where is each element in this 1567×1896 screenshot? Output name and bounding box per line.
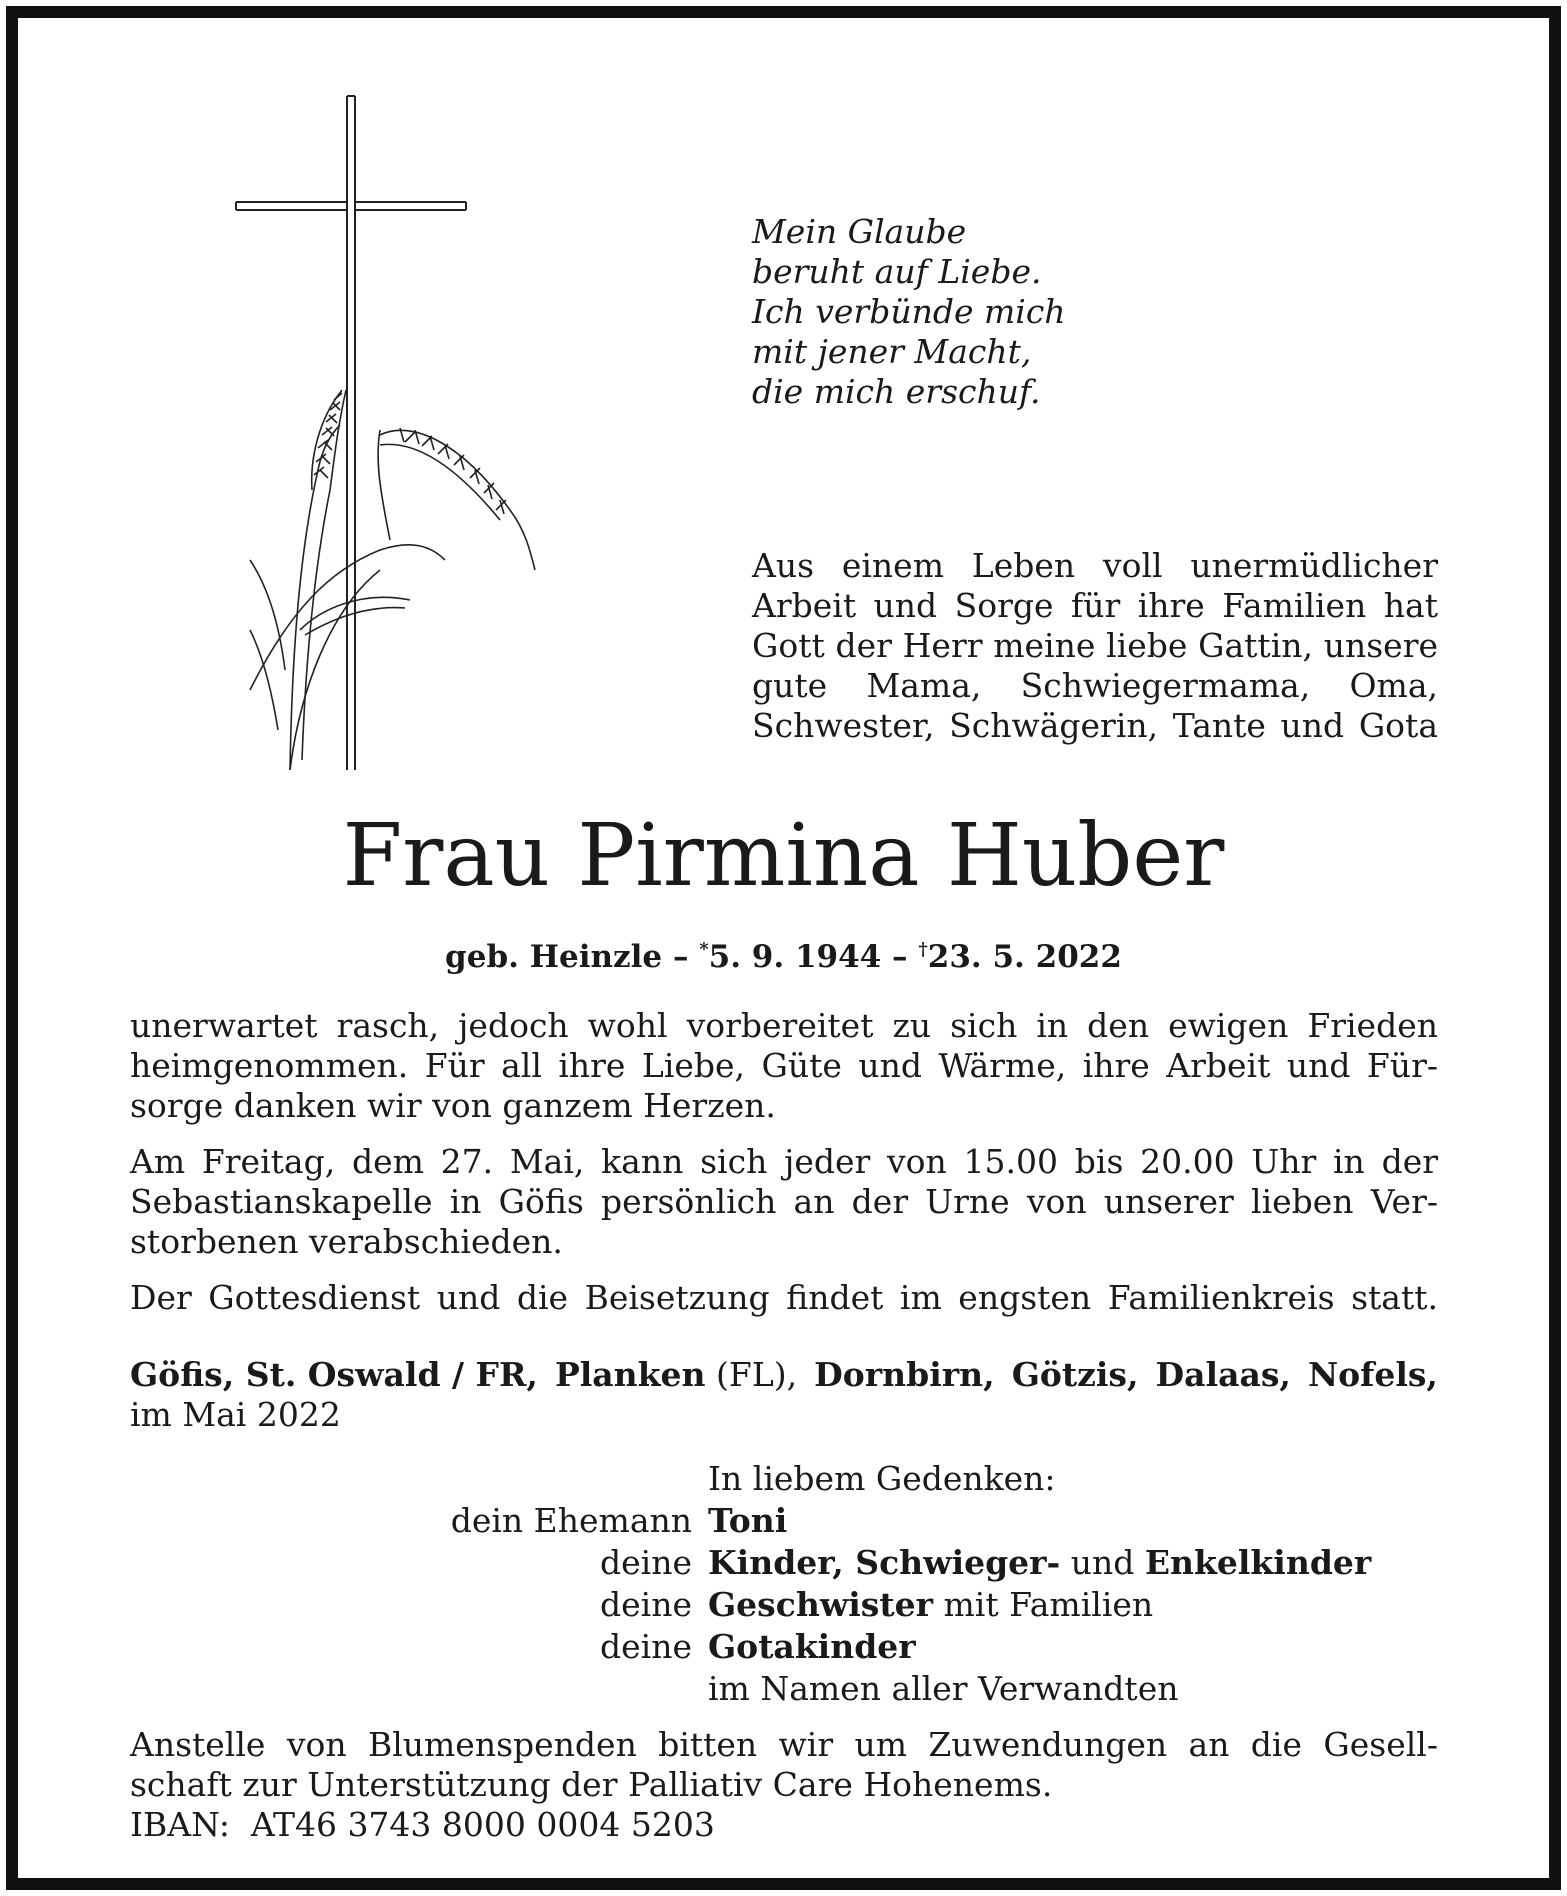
text-line: heimgenommen. Für all ihre Liebe, Güte und Wärme, ihre Arbeit und Für- [130,1046,1438,1085]
iban-label: IBAN: [130,1805,230,1844]
mourner-plain: mit Familien [933,1585,1154,1624]
motto-verse [752,212,1066,412]
motto-line: Mein Glaube [752,212,967,251]
paragraph-service [130,1278,1438,1318]
cross-wheat-illustration [230,90,570,780]
mourner-bold: Gotakinder [708,1627,916,1666]
mourner-row [130,1542,1438,1584]
mourner-names [708,1500,1438,1542]
mourner-relation: deine [600,1585,692,1624]
place: Planken [554,1355,706,1394]
mourners-closing: im Namen aller Verwandten [708,1669,1179,1708]
mourner-relation: deine [600,1543,692,1582]
paragraph-farewell [130,1142,1438,1262]
text-line: schaft zur Unterstützung der Palliativ Care Hohenems. [130,1765,1053,1804]
place: Dornbirn, [814,1355,995,1394]
motto-line: die mich erschuf. [752,372,1041,411]
mourner-bold: Toni [708,1501,788,1540]
mourner-names [708,1542,1438,1584]
mourner-row [130,1584,1438,1626]
place-group [555,1355,797,1395]
text-line: storbenen verabschieden. [130,1222,563,1261]
mourner-relation: deine [600,1627,692,1666]
donation-block [130,1725,1438,1845]
intro-line: Schwester, Schwägerin, Tante und Gota [752,706,1438,745]
motto-line: mit jener Macht, [752,332,1032,371]
separator: – [892,939,908,975]
mourners-closing-row [130,1668,1438,1710]
place: Dalaas, [1155,1355,1291,1394]
intro-line: Arbeit und Sorge für ihre Familien hat [752,586,1438,625]
intro-line: gute Mama, Schwiegermama, Oma, [752,666,1438,705]
places-line [130,1355,1438,1395]
mourner-bold: Enkelkinder [1144,1543,1372,1582]
place: Nofels, [1307,1355,1438,1394]
died-symbol: † [918,939,928,960]
death-date: 23. 5. 2022 [927,939,1122,975]
text-line: Am Freitag, dem 27. Mai, kann sich jeder von 15.00 bis 20.00 Uhr in der [130,1142,1438,1181]
intro-line: Gott der Herr meine liebe Gattin, unsere [752,626,1438,665]
paragraph-thanks [130,1006,1438,1126]
maiden-name: geb. Heinzle [445,939,663,975]
birth-date: 5. 9. 1944 [708,939,882,975]
motto-line: Ich verbünde mich [752,292,1066,331]
life-dates [0,930,1567,977]
notice-date: im Mai 2022 [130,1395,341,1434]
mourner-plain: und [1060,1543,1145,1582]
iban-line [130,1805,1438,1845]
mourners-heading-row [130,1458,1438,1500]
mourner-bold: Geschwister [708,1585,933,1624]
iban-number: AT46 3743 8000 0004 5203 [250,1805,715,1844]
place: Götzis, [1011,1355,1139,1394]
separator: – [672,939,689,975]
places-block [130,1355,1438,1435]
place-note: (FL), [716,1355,798,1394]
mourner-relation: dein Ehemann [450,1501,692,1540]
deceased-name: Frau Pirmina Huber [342,806,1225,906]
mourner-names [708,1584,1438,1626]
text-line: Anstelle von Blumenspenden bitten wir um Zuwendungen an die Gesell- [130,1725,1438,1764]
place: Göfis, St. Oswald / FR, [130,1355,538,1394]
born-symbol: * [699,939,709,960]
text-line: sorge danken wir von ganzem Herzen. [130,1086,776,1125]
text-line: Sebastianskapelle in Göfis persönlich an der Urne von unserer lieben Ver- [130,1182,1438,1221]
mourner-bold: Kinder, Schwieger- [708,1543,1061,1582]
intro-text [752,546,1438,746]
text-line: Der Gottesdienst und die Beisetzung findet im engsten Familienkreis statt. [130,1278,1438,1317]
mourner-row [130,1500,1438,1542]
mourners-heading: In liebem Gedenken: [708,1459,1056,1498]
text-line: unerwartet rasch, jedoch wohl vorbereitet zu sich in den ewigen Frieden [130,1006,1438,1045]
motto-line: beruht auf Liebe. [752,252,1042,291]
mourner-names [708,1626,1438,1668]
mourner-row [130,1626,1438,1668]
mourners-list [130,1458,1438,1710]
intro-line: Aus einem Leben voll unermüdlicher [752,546,1438,585]
